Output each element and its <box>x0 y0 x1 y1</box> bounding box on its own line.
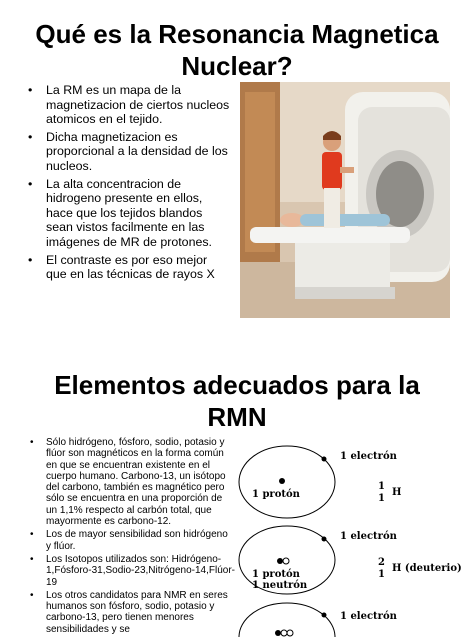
slide-2-title-line-1: Elementos adecuados para la <box>54 370 420 400</box>
proton-dot <box>279 478 285 484</box>
bullet-item: • Los otros candidatos para NMR en seres humanos son fósforo, sodio, potasio y carbono-13, pero tienen menores sensibilidades y se <box>30 590 235 635</box>
deuterium-atom <box>239 526 462 594</box>
slide-1-bullet-list <box>26 83 231 285</box>
electron-label: 1 electrón <box>340 531 397 542</box>
proton-label: 1 protón <box>252 489 300 500</box>
neutron-label: 1 neutrón <box>252 580 308 591</box>
mass-number: 2 <box>378 557 385 568</box>
bullet-item: • Sólo hidrógeno, fósforo, sodio, potasio y flúor son magnéticos en la forma común en que se encuentran existente en el cuerpo humano. Carbono-13, un isótopo del carbono, también es magnético pero sólo se encuentra en una proporción de un 1,1% respecto al carbón total, que mayormente es carbono-12. <box>30 437 235 527</box>
proton-label: 1 protón <box>252 569 300 580</box>
electron-dot <box>322 457 327 462</box>
element-symbol: H <box>392 487 402 498</box>
proton-dot <box>277 558 283 564</box>
slide-1-title <box>0 18 474 82</box>
bullet-item: • Los de mayor sensibilidad son hidrógeno y flúor. <box>30 529 235 552</box>
slide-2-title-line-2: RMN <box>207 402 267 432</box>
electron-orbit <box>239 446 335 518</box>
slide-1-title-line-1: Qué es la Resonancia Magnetica <box>35 19 439 49</box>
atomic-number: 1 <box>378 493 385 504</box>
slide-2 <box>0 355 474 635</box>
proton-dot <box>275 630 281 636</box>
slide-1-title-line-2: Nuclear? <box>181 51 293 81</box>
electron-dot <box>322 613 327 618</box>
atomic-number: 1 <box>378 569 385 580</box>
mass-number: 1 <box>378 481 385 492</box>
hydrogen-atom <box>239 446 401 518</box>
bullet-item: • Los Isotopos utilizados son: Hidrógeno-1,Fósforo-31,Sodio-23,Nitrógeno-14,Flúor-19 <box>30 554 235 588</box>
tritium-atom <box>239 603 398 637</box>
mri-scanner-illustration <box>240 82 450 318</box>
mri-scanner-photo <box>240 82 450 318</box>
bullet-item: • La RM es un mapa de la magnetizacion de ciertos nucleos atomicos en el tejido. <box>26 83 231 127</box>
isotope-diagram <box>232 437 462 637</box>
electron-label: 1 electrón <box>340 611 397 622</box>
neutron-dot <box>283 558 289 564</box>
slide-2-bullet-list <box>30 437 235 637</box>
bullet-item: • La alta concentracion de hidrogeno presente en ellos, hace que los tejidos blandos sean vistos facilmente en las imágenes de MR de protones. <box>26 177 231 250</box>
electron-dot <box>322 537 327 542</box>
neutron-dot <box>287 630 293 636</box>
bullet-item: • El contraste es por eso mejor que en las técnicas de rayos X <box>26 253 231 282</box>
electron-label: 1 electrón <box>340 451 397 462</box>
bullet-item: • Dicha magnetizacion es proporcional a la densidad de los nucleos. <box>26 130 231 174</box>
slide-2-title <box>0 369 474 433</box>
element-symbol: H (deuterio) <box>392 563 462 574</box>
neutron-dot <box>281 630 287 636</box>
